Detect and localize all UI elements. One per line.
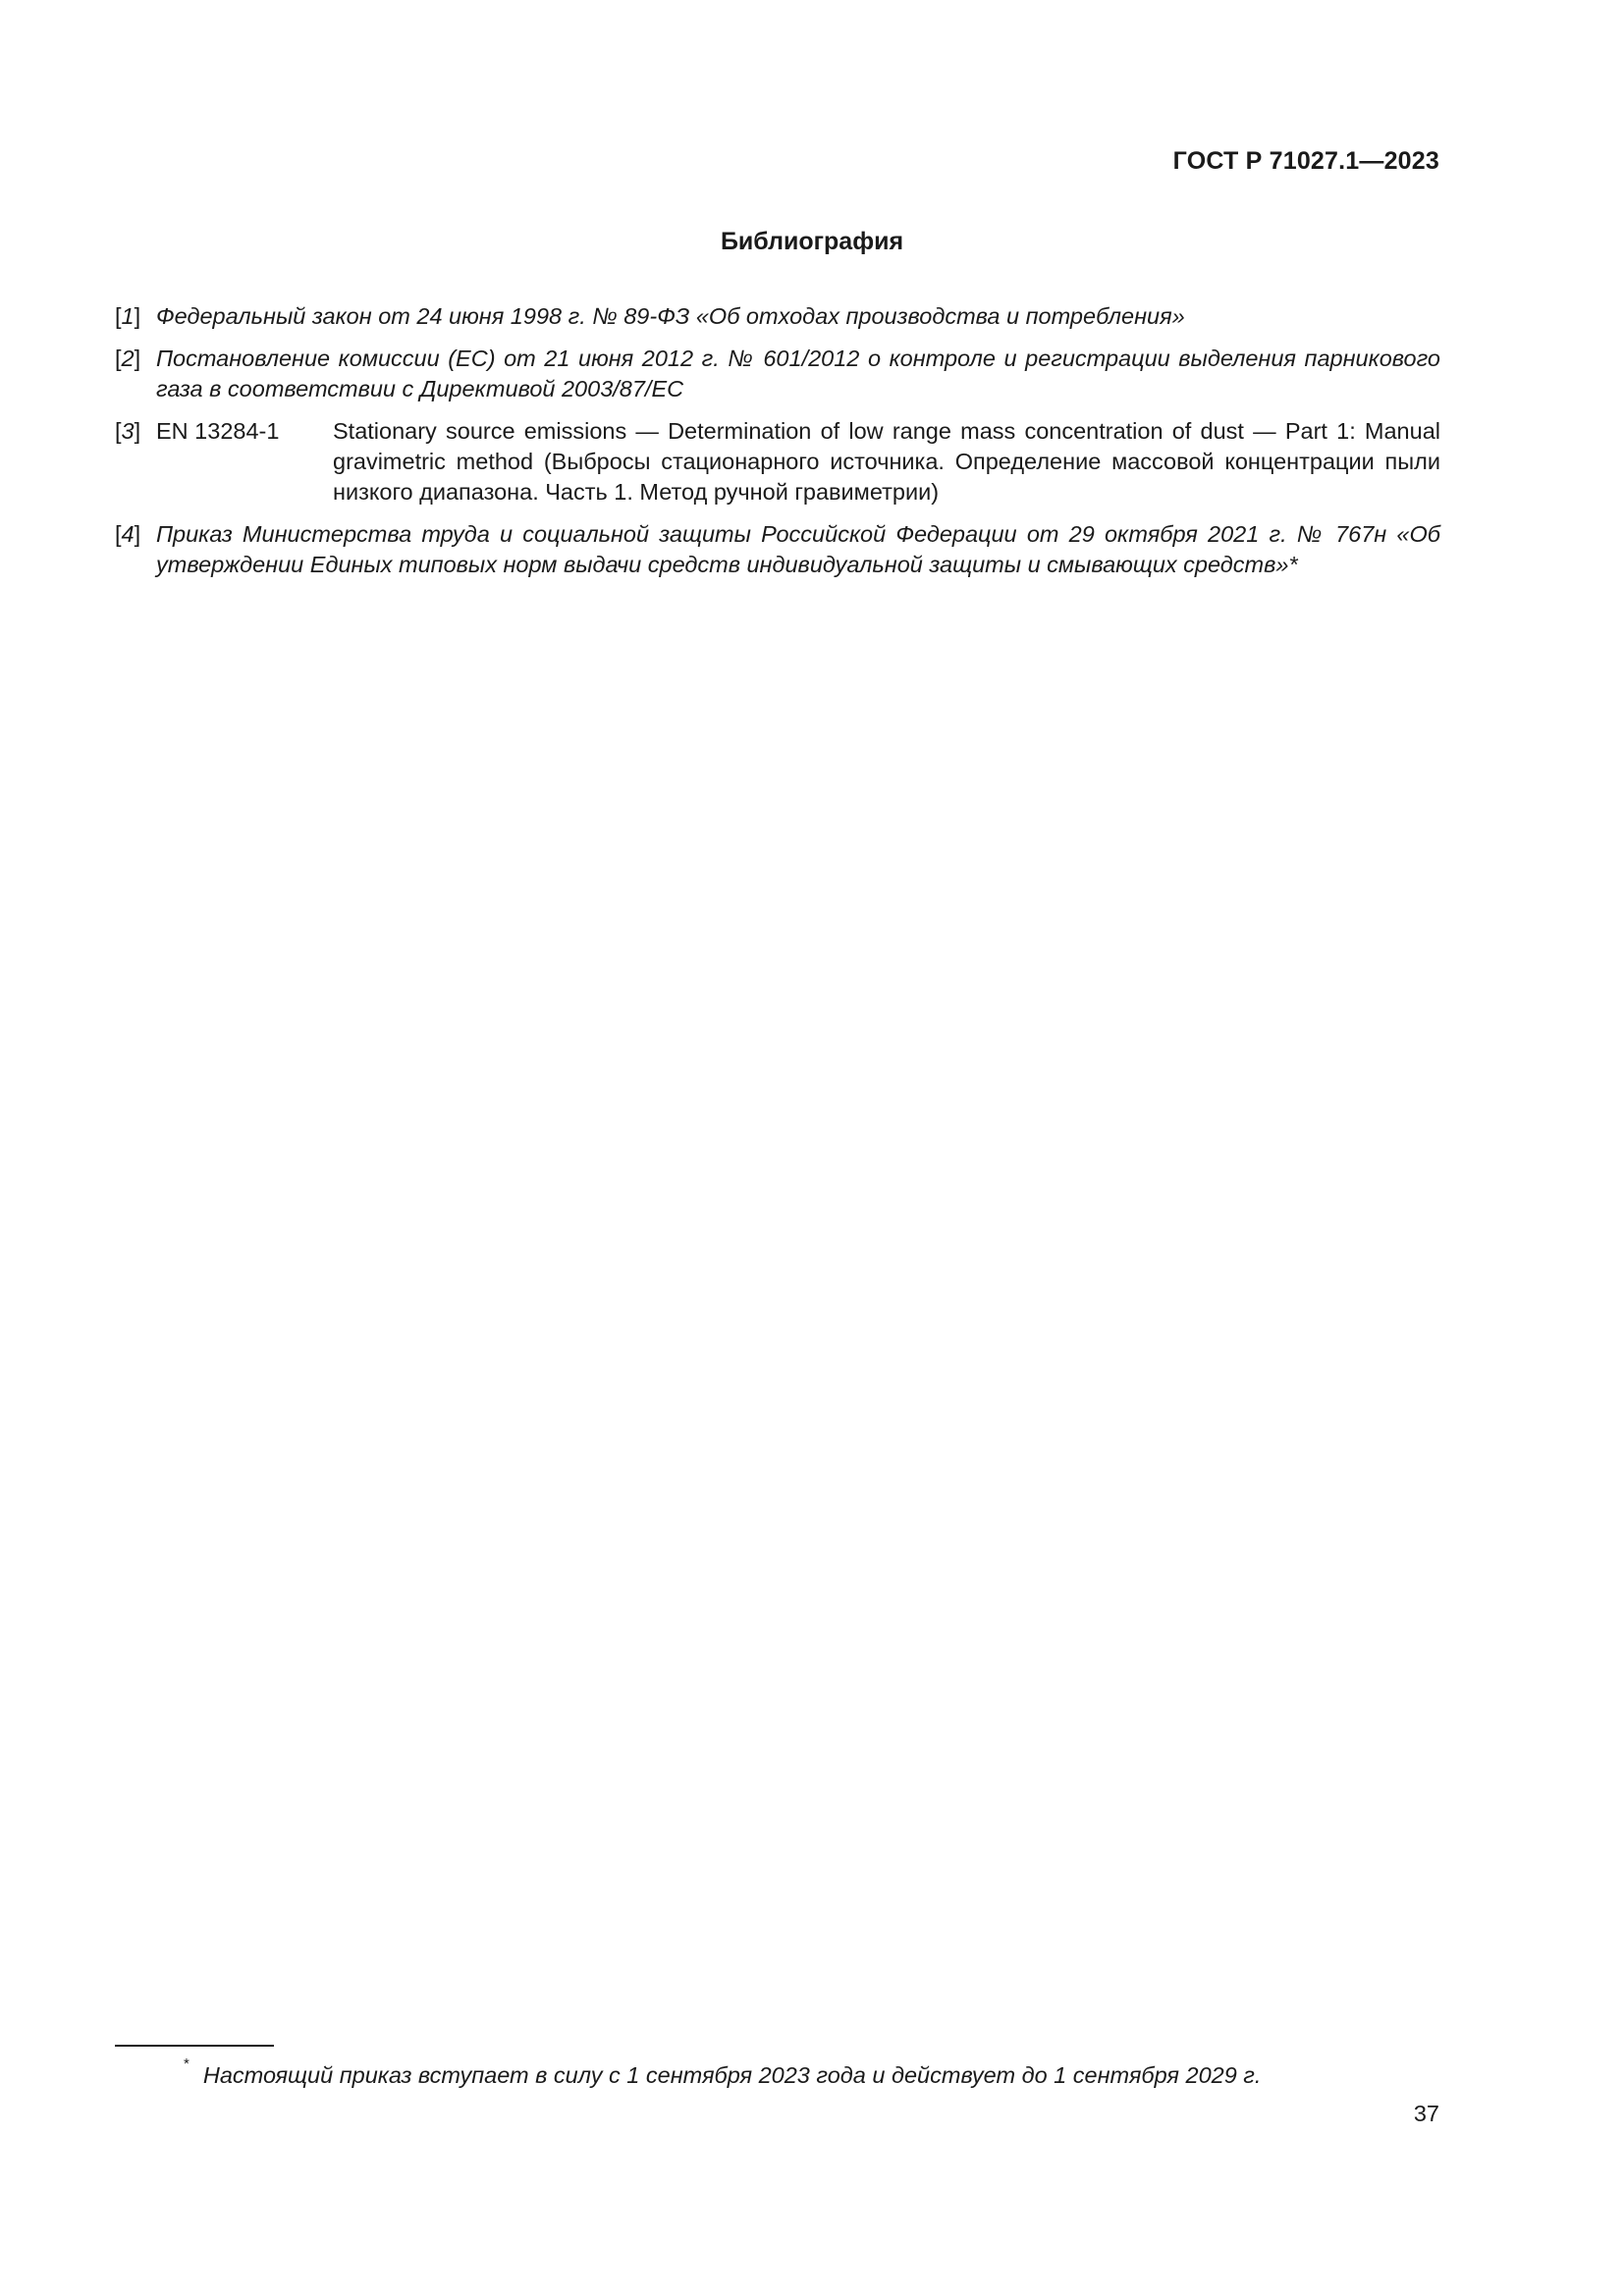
section-title: Библиография	[720, 228, 904, 255]
entry-text: Постановление комиссии (ЕС) от 21 июня 2012 г. № 601/2012 о контроле и регистрации выделения парникового газа в соответствии с Директивой 2003/87/ЕС	[156, 346, 1440, 401]
standard-code: EN 13284-1	[156, 418, 280, 444]
entry-number-value: 4	[121, 521, 135, 547]
bracket-open: [	[115, 521, 122, 547]
bibliography-entry-4	[115, 519, 1440, 580]
footnote-mark: *	[184, 2056, 189, 2072]
bracket-close: ]	[134, 418, 141, 444]
bracket-close: ]	[134, 303, 141, 329]
bibliography-list	[115, 301, 1440, 592]
page-number: 37	[1413, 2101, 1439, 2126]
bibliography-entry-3	[115, 416, 1440, 507]
entry-number	[115, 344, 156, 404]
bibliography-entry-2	[115, 344, 1440, 404]
entry-number	[115, 416, 156, 507]
entry-number	[115, 301, 156, 332]
bracket-close: ]	[134, 521, 141, 547]
entry-text: Приказ Министерства труда и социальной защиты Российской Федерации от 29 октября 2021 г. № 767н «Об утверждении Единых типовых норм выдачи средств индивидуальной защиты и смывающих средств»*	[156, 521, 1440, 577]
bracket-close: ]	[134, 346, 141, 371]
bracket-open: [	[115, 346, 122, 371]
document-code: ГОСТ Р 71027.1—2023	[1172, 147, 1439, 175]
bibliography-entry-1	[115, 301, 1440, 332]
entry-number-value: 3	[121, 418, 135, 444]
entry-number-value: 1	[121, 303, 135, 329]
footnote-divider	[115, 2045, 274, 2047]
entry-text: Федеральный закон от 24 июня 1998 г. № 89-ФЗ «Об отходах производства и потребления»	[156, 303, 1185, 329]
bracket-open: [	[115, 303, 122, 329]
footnote	[184, 2055, 1261, 2091]
footnote-text: Настоящий приказ вступает в силу с 1 сентября 2023 года и действует до 1 сентября 2029 г.	[202, 2061, 1262, 2088]
bracket-open: [	[115, 418, 122, 444]
entry-number-value: 2	[121, 346, 135, 371]
entry-text: Stationary source emissions — Determination of low range mass concentration of dust — Part 1: Manual gravimetric method (Выбросы стационарного источника. Определение массовой концентрации пыли низкого диапазона. Часть 1. Метод ручной гравиметрии)	[333, 418, 1440, 505]
entry-number	[115, 519, 156, 580]
